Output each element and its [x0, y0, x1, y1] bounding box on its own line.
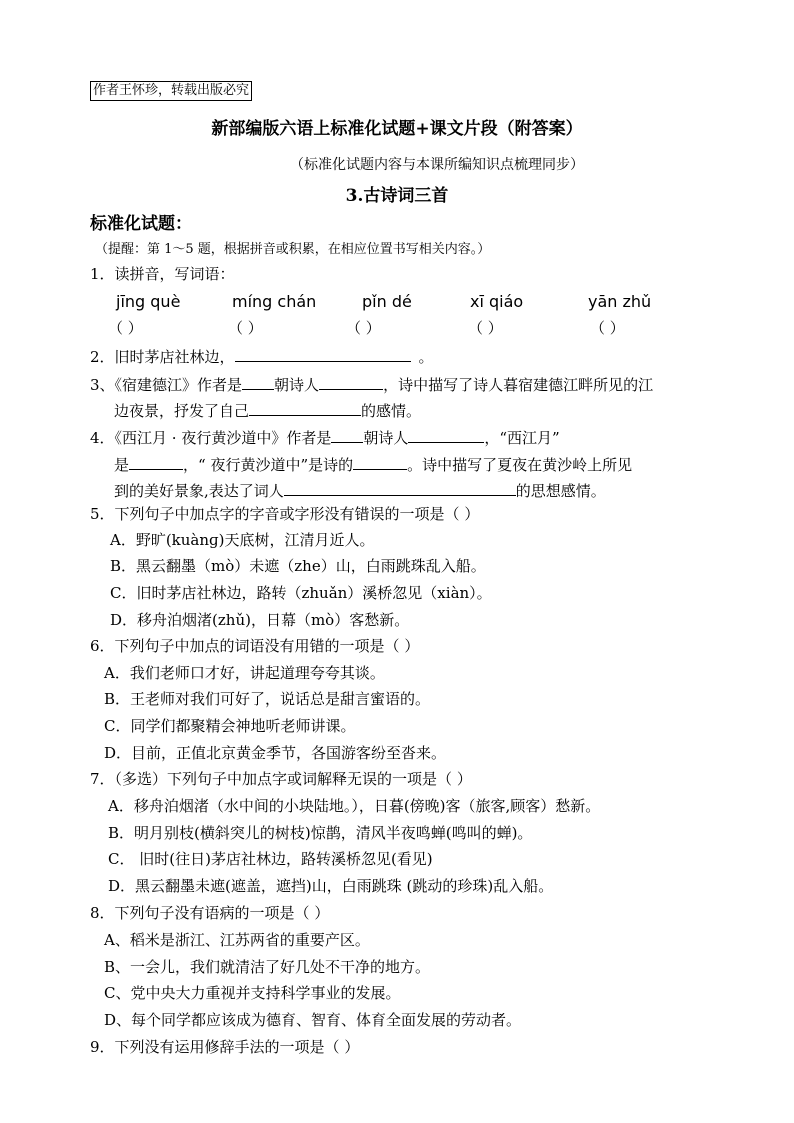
q3-text-1c: ，诗中描写了诗人暮宿建德江畔所见的江 [383, 376, 654, 394]
q1-answer-blank-4[interactable]: （ ） [468, 319, 503, 337]
q4-poet-blank[interactable] [408, 427, 484, 443]
q4-line-3 [114, 480, 606, 501]
q1-pinyin-5: yān zhǔ [588, 292, 652, 311]
q4-dynasty-blank[interactable] [331, 427, 363, 443]
q4-line-1 [90, 427, 560, 448]
q5-option-c[interactable]: C．旧时茅店社林边，路转（zhuǎn）溪桥忽见（xiàn）。 [110, 584, 492, 602]
q9-stem: 9．下列没有运用修辞手法的一项是（ ） [90, 1038, 360, 1056]
q3-feeling-blank[interactable] [249, 400, 361, 416]
page-title: 新部编版六语上标准化试题+课文片段（附答案） [211, 119, 583, 139]
q2-line [90, 346, 434, 367]
q2-text-b: 。 [418, 348, 434, 366]
q4-feeling-blank[interactable] [284, 480, 516, 496]
section-title: 标准化试题： [90, 214, 192, 234]
q4-cipai-blank[interactable] [129, 454, 183, 470]
q6-option-c[interactable]: C．同学们都聚精会神地听老师讲课。 [104, 717, 356, 735]
q3-poet-blank[interactable] [319, 374, 383, 390]
q4-title-blank[interactable] [353, 454, 407, 470]
q1-pinyin-1: jīng què [116, 292, 181, 311]
q7-option-d[interactable]: D．黑云翻墨未遮(遮盖，遮挡)山，白雨跳珠 (跳动的珍珠)乱入船。 [108, 877, 554, 895]
q1-pinyin-4: xī qiáo [470, 292, 524, 311]
q7-option-b[interactable]: B．明月别枝(横斜突儿的树枝)惊鹊，清风半夜鸣蝉(鸣叫的蝉)。 [108, 824, 533, 842]
q3-dynasty-blank[interactable] [242, 374, 274, 390]
q6-stem: 6．下列句子中加点的词语没有用错的一项是（ ） [90, 637, 420, 655]
q2-answer-blank[interactable] [235, 346, 411, 362]
q1-pinyin-2: míng chán [232, 292, 317, 311]
q4-text-3b: 的思想感情。 [515, 482, 606, 500]
q7-stem: 7．（多选）下列句子中加点字或词解释无误的一项是（ ） [90, 770, 472, 788]
q7-option-c[interactable]: C． 旧时(往日)茅店社林边，路转溪桥忽见(看见) [108, 850, 433, 868]
q2-text-a: 2．旧时茅店社林边， [90, 348, 235, 366]
q1-stem: 1．读拼音，写词语： [90, 265, 235, 283]
q4-text-2b: ，“ 夜行黄沙道中”是诗的 [183, 456, 354, 474]
q6-option-b[interactable]: B．王老师对我们可好了，说话总是甜言蜜语的。 [104, 690, 431, 708]
q8-stem: 8．下列句子没有语病的一项是（ ） [90, 904, 330, 922]
q3-text-2b: 的感情。 [361, 402, 422, 420]
q7-option-a[interactable]: A．移舟泊烟渚（水中间的小块陆地。），日暮(傍晚)客（旅客,顾客）愁新。 [108, 797, 601, 815]
q6-option-a[interactable]: A．我们老师口才好，讲起道理夸夸其谈。 [104, 664, 385, 682]
q3-line-2 [114, 400, 421, 421]
q8-option-d[interactable]: D、每个同学都应该成为德育、智育、体育全面发展的劳动者。 [104, 1011, 522, 1029]
q4-text-1a: 4．《西江月 · 夜行黄沙道中》作者是 [90, 429, 332, 447]
q3-line-1 [90, 374, 653, 395]
q4-line-2 [114, 454, 632, 475]
q1-answer-blank-3[interactable]: （ ） [346, 319, 381, 337]
q4-text-2c: 。诗中描写了夏夜在黄沙岭上所见 [407, 456, 633, 474]
q4-text-1b: 朝诗人 [363, 429, 409, 447]
author-credit-box: 作者王怀珍，转载出版必究 [90, 81, 252, 101]
q5-option-d[interactable]: D．移舟泊烟渚(zhǔ)，日幕（mò）客愁新。 [110, 611, 410, 629]
q1-pinyin-3: pǐn dé [362, 292, 412, 311]
q1-answer-blank-5[interactable]: （ ） [590, 319, 625, 337]
q4-text-3a: 到的美好景象,表达了词人 [114, 482, 284, 500]
q5-stem: 5．下列句子中加点字的字音或字形没有错误的一项是（ ） [90, 505, 480, 523]
q4-text-2a: 是 [114, 456, 130, 474]
q1-answer-blank-1[interactable]: （ ） [108, 319, 143, 337]
q8-option-a[interactable]: A、稻米是浙江、江苏两省的重要产区。 [104, 931, 370, 949]
q3-text-2a: 边夜景，抒发了自己 [114, 402, 250, 420]
q8-option-b[interactable]: B、一会儿，我们就清洁了好几处不干净的地方。 [104, 958, 431, 976]
q4-text-1c: ，“西江月” [484, 429, 560, 447]
q1-answer-blank-2[interactable]: （ ） [228, 319, 263, 337]
q3-text-1a: 3、《宿建德江》作者是 [90, 376, 243, 394]
instruction-hint: （提醒：第 1～5 题，根据拼音或积累，在相应位置书写相关内容。） [95, 242, 491, 257]
q3-text-1b: 朝诗人 [274, 376, 320, 394]
q6-option-d[interactable]: D．目前，正值北京黄金季节，各国游客纷至沓来。 [104, 744, 447, 762]
q8-option-c[interactable]: C、党中央大力重视并支持科学事业的发展。 [104, 984, 401, 1002]
q5-option-b[interactable]: B．黑云翻墨（mò）未遮（zhe）山，白雨跳珠乱入船。 [110, 557, 486, 575]
lesson-title: 3.古诗词三首 [345, 186, 449, 206]
page-subtitle: （标准化试题内容与本课所编知识点梳理同步） [290, 157, 584, 173]
q5-option-a[interactable]: A．野旷(kuànɡ)天底树，江清月近人。 [110, 531, 375, 549]
